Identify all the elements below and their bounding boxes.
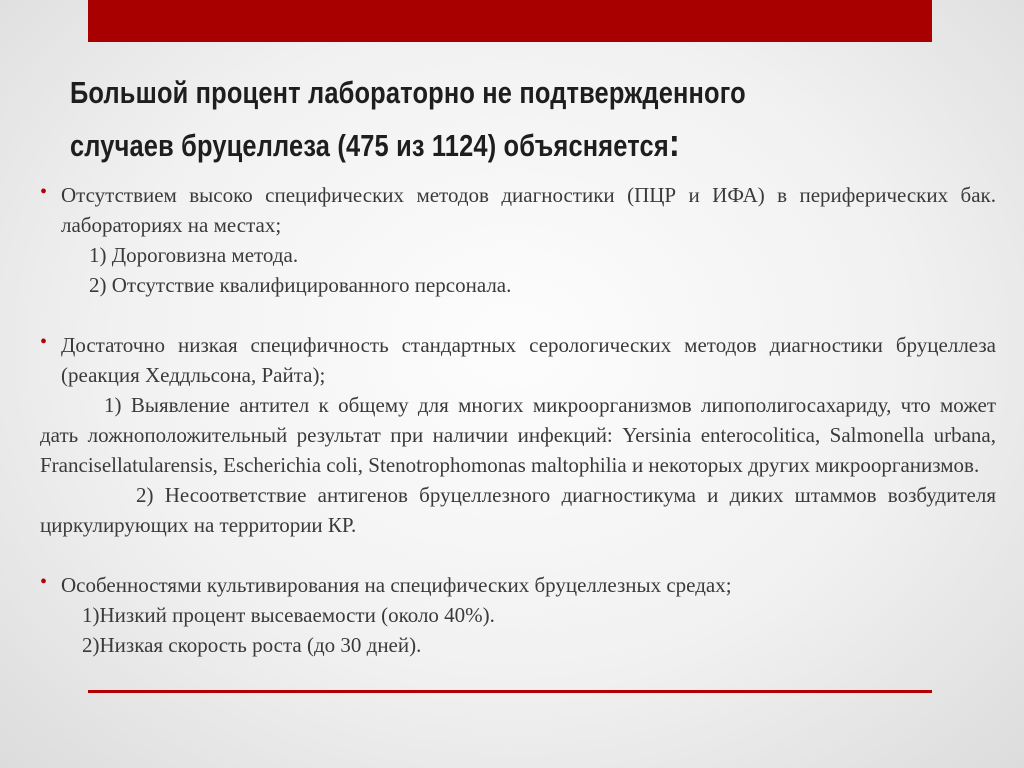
bullet-item-2 [40, 330, 996, 390]
title-line-2 [70, 118, 808, 171]
bullet-item-3 [40, 570, 996, 600]
title-line-2-text: случаев бруцеллеза (475 из 1124) объясняется [70, 128, 669, 163]
sub-item: 2)Низкая скорость роста (до 30 дней). [82, 633, 422, 657]
slide-body [40, 180, 996, 660]
sub-item: 2) Отсутствие квалифицированного персонала. [89, 273, 512, 297]
red-divider-line [88, 690, 932, 693]
bullet-text: Отсутствием высоко специфических методов диагностики (ПЦР и ИФА) в периферических бак. лабораториях на местах; [61, 183, 996, 237]
sub-item: 1) Выявление антител к общему для многих микроорганизмов липополигосахариду, что может дать ложноположительный результат при наличии инфекций: Yersinia enterocolitica, Salmonella urbana, Francisellatularensis, Escherichia coli, Stenotrophomonas maltophilia и некоторых других микроорганизмов. [40, 393, 996, 477]
title-line-1: Большой процент лабораторно не подтвержденного [70, 75, 746, 110]
sub-item: 1)Низкий процент высеваемости (около 40%). [82, 603, 495, 627]
slide-title [70, 68, 808, 171]
bullet-item-1 [40, 180, 996, 240]
bullet-dot-icon: • [40, 181, 48, 203]
sub-item: 2) Несоответствие антигенов бруцеллезного диагностикума и диких штаммов возбудителя циркулирующих на территории КР. [40, 483, 996, 537]
spacer [40, 540, 996, 570]
top-accent-bar [88, 0, 932, 42]
title-colon: : [668, 121, 680, 165]
sub-item: 1) Дороговизна метода. [89, 243, 299, 267]
spacer [40, 300, 996, 330]
bullet-dot-icon: • [40, 331, 48, 353]
bullet-text: Особенностями культивирования на специфических бруцеллезных средах; [61, 573, 732, 597]
bullet-text: Достаточно низкая специфичность стандартных серологических методов диагностики бруцеллеза (реакция Хеддльсона, Райта); [61, 333, 996, 387]
bullet-dot-icon: • [40, 571, 48, 593]
